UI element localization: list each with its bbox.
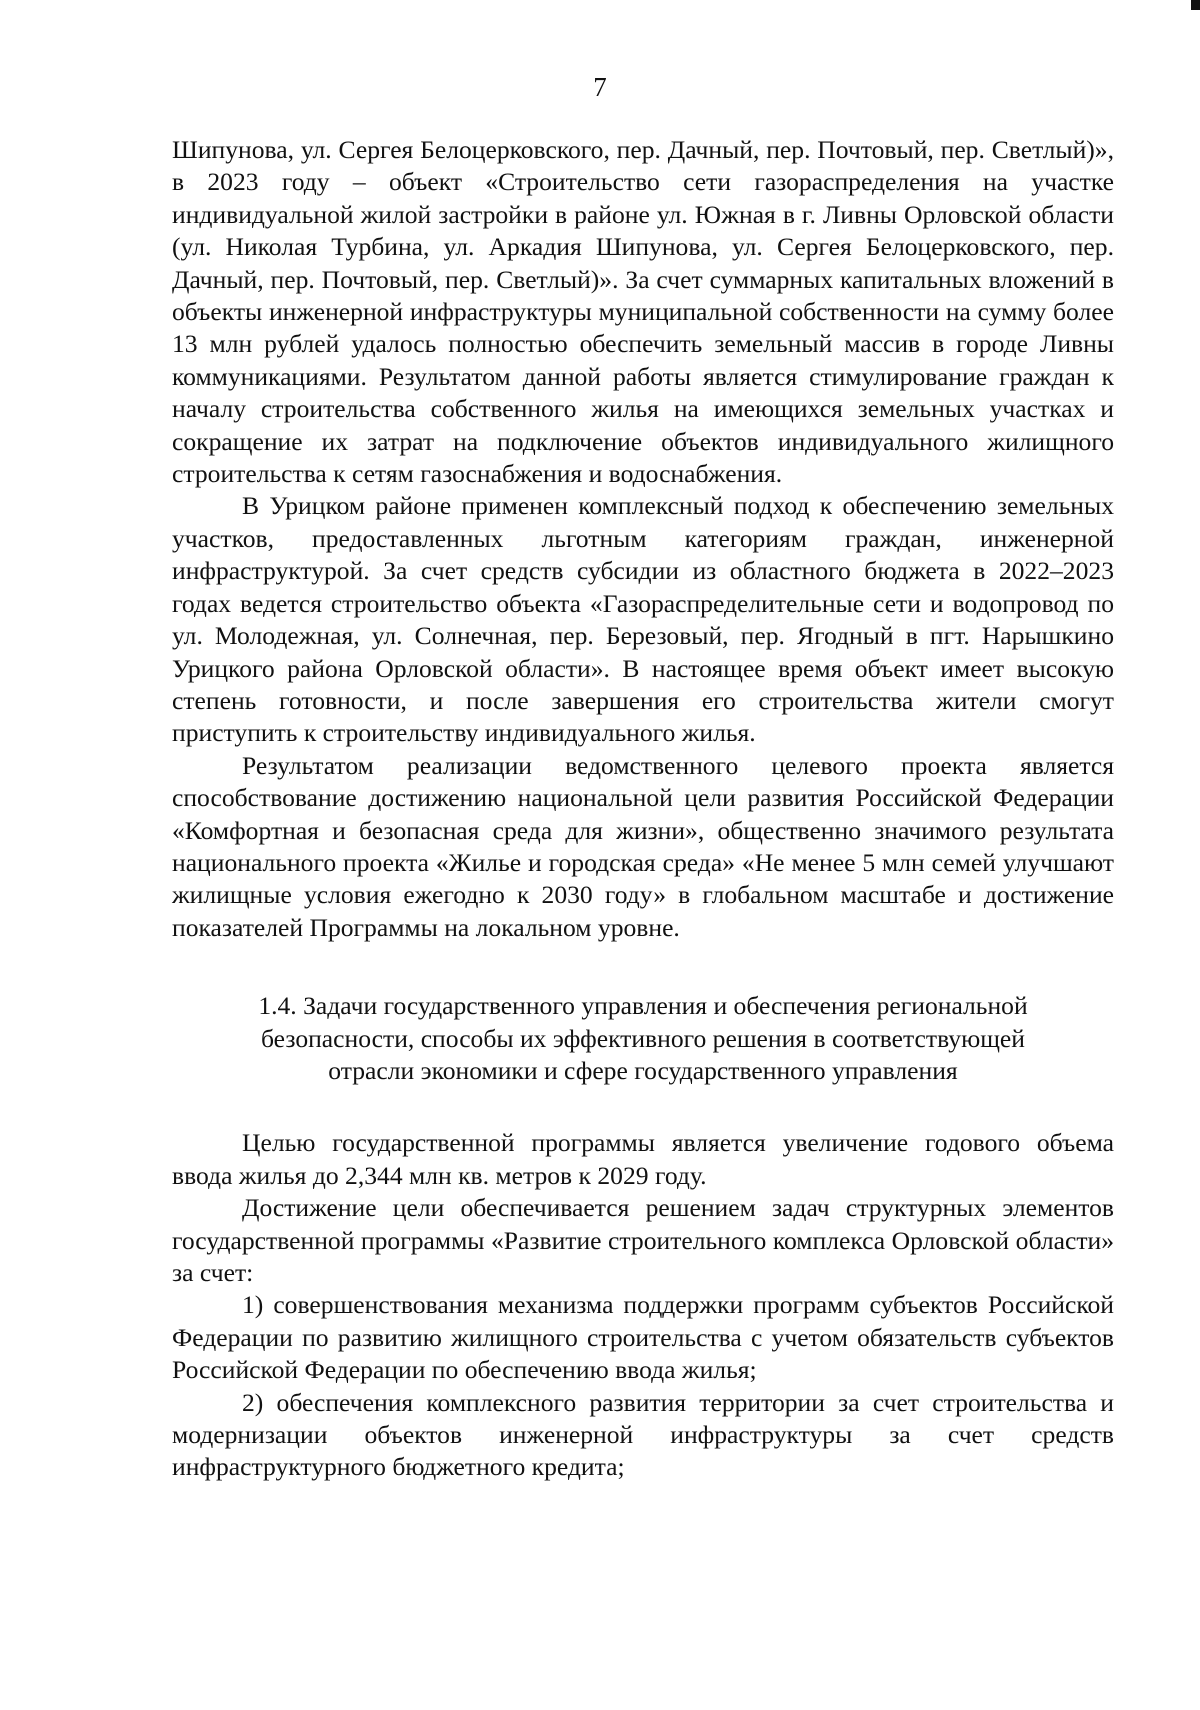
paragraph-uritsky-district: В Урицком районе применен комплексный подход к обеспечению земельных участков, предоставленных льготным категориям граждан, инженерной инфраструктурой. За счет средств субсидии из областного бюджета в 2022–2023 годах ведется строительство объекта «Газораспределительные сети и водопровод по ул. Молодежная, ул. Солнечная, пер. Березовый, пер. Ягодный в пгт. Нарышкино Урицкого района Орловской области». В настоящее время объект имеет высокую степень готовности, и после завершения его строительства жители смогут приступить к строительству индивидуального жилья.: [172, 491, 1114, 748]
paragraph-program-goal: Целью государственной программы является увеличение годового объема ввода жилья до 2,344 млн кв. метров к 2029 году.: [172, 1128, 1114, 1190]
list-item-2: 2) обеспечения комплексного развития территории за счет строительства и модернизации объектов инженерной инфраструктуры за счет средств инфраструктурного бюджетного кредита;: [172, 1387, 1114, 1482]
paragraph-goal-achievement: Достижение цели обеспечивается решением задач структурных элементов государственной программы «Развитие строительного комплекса Орловской области» за счет:: [172, 1193, 1114, 1287]
section-heading-line: безопасности, способы их эффективного решения в соответствующей: [261, 1023, 1025, 1053]
paragraph-continuation: Шипунова, ул. Сергея Белоцерковского, пер. Дачный, пер. Почтовый, пер. Светлый)», в 2023 году – объект «Строительство сети газораспределения на участке индивидуальной жилой застройки в районе ул. Южная в г. Ливны Орловской области (ул. Николая Турбина, ул. Аркадия Шипунова, ул. Сергея Белоцерковского, пер. Дачный, пер. Почтовый, пер. Светлый)». За счет суммарных капитальных вложений в объекты инженерной инфраструктуры муниципальной собственности на сумму более 13 млн рублей удалось полностью обеспечить земельный массив в городе Ливны коммуникациями. Результатом данной работы является стимулирование граждан к началу строительства собственного жилья на имеющихся земельных участках и сокращение их затрат на подключение объектов индивидуального жилищного строительства к сетям газоснабжения и водоснабжения.: [172, 135, 1114, 489]
section-heading-line: отрасли экономики и сфере государственного управления: [328, 1055, 958, 1085]
list-item-1: 1) совершенствования механизма поддержки программ субъектов Российской Федерации по развитию жилищного строительства с учетом обязательств субъектов Российской Федерации по обеспечению ввода жилья;: [172, 1290, 1114, 1385]
document-body: [172, 134, 1114, 1484]
page-number: 7: [593, 72, 607, 102]
paragraph-project-result: Результатом реализации ведомственного целевого проекта является способствование достижению национальной цели развития Российской Федерации «Комфортная и безопасная среда для жизни», общественно значимого результата национального проекта «Жилье и городская среда» «Не менее 5 млн семей улучшают жилищные условия ежегодно к 2030 году» в глобальном масштабе и достижение показателей Программы на локальном уровне.: [172, 750, 1114, 942]
section-heading-line: 1.4. Задачи государственного управления и обеспечения региональной: [258, 991, 1028, 1021]
scan-corner-mark: [1191, 0, 1200, 10]
section-heading: [172, 990, 1114, 1087]
